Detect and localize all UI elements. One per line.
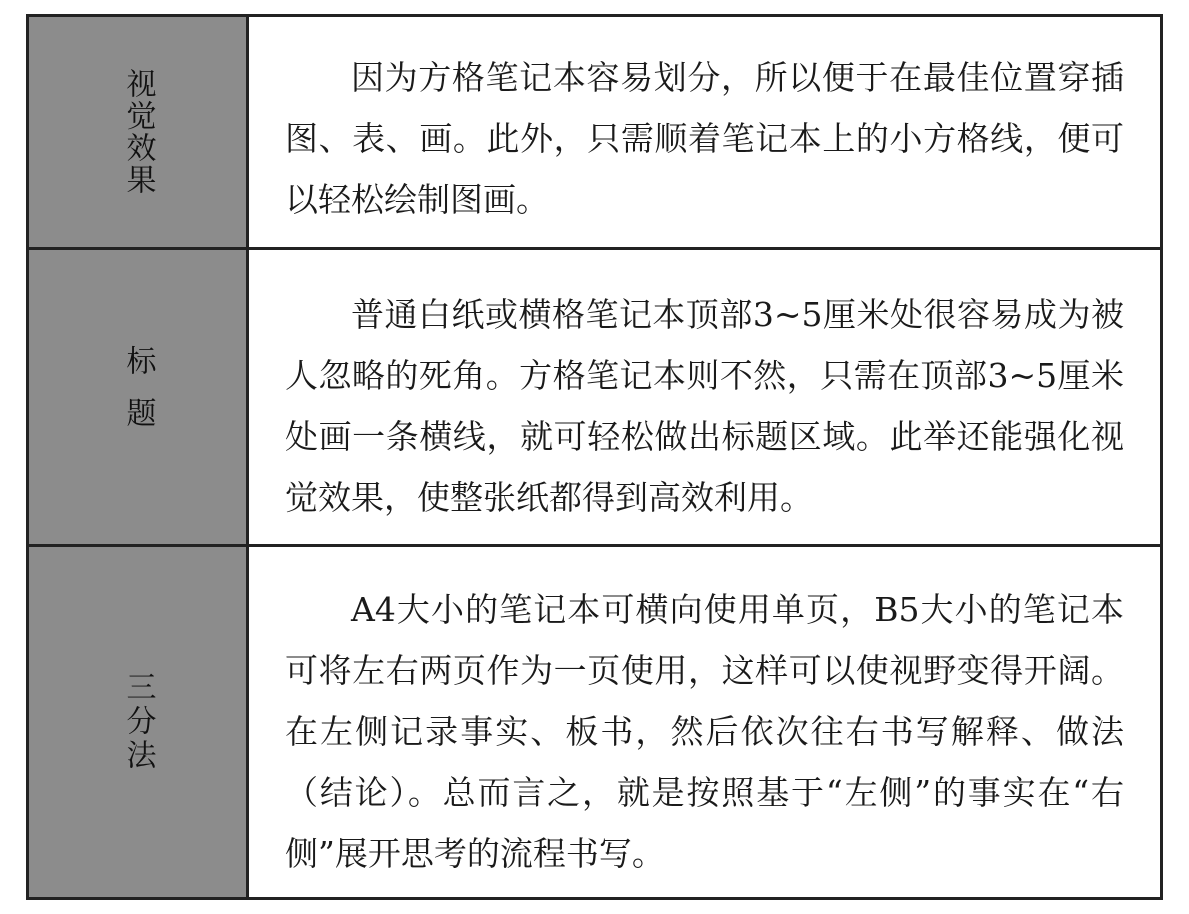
row-content: 因为方格笔记本容易划分，所以便于在最佳位置穿插图、表、画。此外，只需顺着笔记本上的小方格线，便可以轻松绘制图画。 (285, 58, 1124, 219)
notebook-tips-table (26, 14, 1163, 900)
row-label-cell (29, 547, 249, 897)
row-content-cell (249, 250, 1160, 544)
row-label-cell (29, 17, 249, 247)
table-row (29, 547, 1160, 897)
row-label: 三分法 (120, 671, 156, 773)
row-content-cell (249, 17, 1160, 247)
row-label: 视觉效果 (120, 68, 156, 196)
row-label-cell (29, 250, 249, 544)
row-content: 普通白纸或横格笔记本顶部3~5厘米处很容易成为被人忽略的死角。方格笔记本则不然，只需在顶部3~5厘米处画一条横线，就可轻松做出标题区域。此举还能强化视觉效果，使整张纸都得到高效利用。 (285, 295, 1124, 517)
row-label: 标题 (120, 345, 156, 449)
row-content-cell (249, 547, 1160, 897)
row-content: A4大小的笔记本可横向使用单页，B5大小的笔记本可将左右两页作为一页使用，这样可以使视野变得开阔。在左侧记录事实、板书，然后依次往右书写解释、做法（结论）。总而言之，就是按照基于“左侧”的事实在“右侧”展开思考的流程书写。 (285, 590, 1124, 873)
table-row (29, 250, 1160, 547)
table-row (29, 17, 1160, 250)
